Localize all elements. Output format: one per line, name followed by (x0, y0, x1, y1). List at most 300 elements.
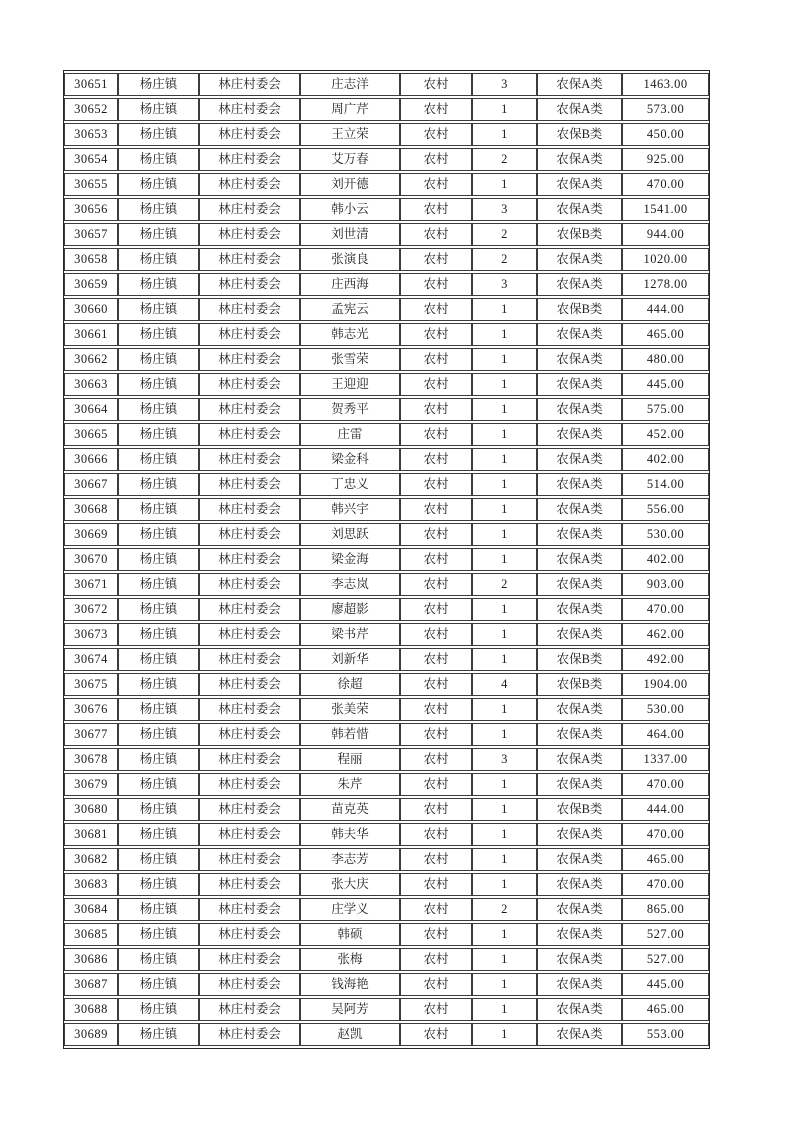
cell-village-committee: 林庄村委会 (199, 198, 300, 221)
cell-record-id: 30688 (64, 998, 118, 1021)
cell-record-id: 30672 (64, 598, 118, 621)
cell-residence-type: 农村 (400, 323, 472, 346)
cell-insurance-category: 农保A类 (537, 623, 622, 646)
cell-person-name: 艾万春 (300, 148, 400, 171)
cell-amount: 514.00 (622, 473, 709, 496)
cell-record-id: 30669 (64, 523, 118, 546)
cell-amount: 1463.00 (622, 73, 709, 96)
cell-residence-type: 农村 (400, 598, 472, 621)
cell-insurance-category: 农保B类 (537, 123, 622, 146)
cell-residence-type: 农村 (400, 998, 472, 1021)
cell-insurance-category: 农保A类 (537, 373, 622, 396)
cell-amount: 903.00 (622, 573, 709, 596)
cell-town: 杨庄镇 (118, 998, 199, 1021)
cell-record-id: 30676 (64, 698, 118, 721)
cell-residence-type: 农村 (400, 473, 472, 496)
cell-town: 杨庄镇 (118, 173, 199, 196)
table-row (64, 973, 709, 996)
cell-village-committee: 林庄村委会 (199, 623, 300, 646)
cell-person-name: 庄学义 (300, 898, 400, 921)
cell-record-id: 30677 (64, 723, 118, 746)
table-row (64, 323, 709, 346)
cell-record-id: 30674 (64, 648, 118, 671)
cell-insurance-category: 农保A类 (537, 523, 622, 546)
cell-record-id: 30652 (64, 98, 118, 121)
cell-town: 杨庄镇 (118, 723, 199, 746)
cell-village-committee: 林庄村委会 (199, 223, 300, 246)
cell-town: 杨庄镇 (118, 948, 199, 971)
benefits-roster-table (63, 70, 710, 1049)
cell-person-name: 朱芹 (300, 773, 400, 796)
cell-village-committee: 林庄村委会 (199, 998, 300, 1021)
table-row (64, 723, 709, 746)
cell-village-committee: 林庄村委会 (199, 398, 300, 421)
cell-residence-type: 农村 (400, 298, 472, 321)
cell-person-count: 1 (472, 998, 537, 1021)
cell-amount: 470.00 (622, 773, 709, 796)
cell-village-committee: 林庄村委会 (199, 723, 300, 746)
cell-record-id: 30663 (64, 373, 118, 396)
cell-town: 杨庄镇 (118, 198, 199, 221)
cell-town: 杨庄镇 (118, 923, 199, 946)
cell-residence-type: 农村 (400, 373, 472, 396)
cell-town: 杨庄镇 (118, 448, 199, 471)
cell-residence-type: 农村 (400, 673, 472, 696)
cell-residence-type: 农村 (400, 648, 472, 671)
cell-record-id: 30655 (64, 173, 118, 196)
cell-insurance-category: 农保A类 (537, 898, 622, 921)
cell-village-committee: 林庄村委会 (199, 523, 300, 546)
cell-town: 杨庄镇 (118, 73, 199, 96)
cell-amount: 480.00 (622, 348, 709, 371)
cell-person-name: 韩小云 (300, 198, 400, 221)
cell-insurance-category: 农保A类 (537, 323, 622, 346)
cell-person-count: 1 (472, 498, 537, 521)
cell-village-committee: 林庄村委会 (199, 698, 300, 721)
cell-insurance-category: 农保A类 (537, 698, 622, 721)
table-row (64, 248, 709, 271)
cell-town: 杨庄镇 (118, 773, 199, 796)
cell-village-committee: 林庄村委会 (199, 823, 300, 846)
cell-residence-type: 农村 (400, 123, 472, 146)
cell-amount: 464.00 (622, 723, 709, 746)
cell-insurance-category: 农保A类 (537, 498, 622, 521)
cell-record-id: 30668 (64, 498, 118, 521)
cell-amount: 462.00 (622, 623, 709, 646)
cell-person-count: 1 (472, 398, 537, 421)
cell-insurance-category: 农保A类 (537, 823, 622, 846)
cell-amount: 445.00 (622, 373, 709, 396)
cell-person-name: 刘思跃 (300, 523, 400, 546)
cell-town: 杨庄镇 (118, 823, 199, 846)
table-row (64, 223, 709, 246)
cell-amount: 470.00 (622, 173, 709, 196)
cell-residence-type: 农村 (400, 698, 472, 721)
cell-person-count: 1 (472, 598, 537, 621)
cell-record-id: 30667 (64, 473, 118, 496)
cell-residence-type: 农村 (400, 273, 472, 296)
cell-insurance-category: 农保A类 (537, 948, 622, 971)
cell-insurance-category: 农保A类 (537, 723, 622, 746)
cell-person-count: 3 (472, 73, 537, 96)
cell-person-name: 赵凯 (300, 1023, 400, 1046)
cell-town: 杨庄镇 (118, 273, 199, 296)
cell-village-committee: 林庄村委会 (199, 748, 300, 771)
cell-person-name: 徐超 (300, 673, 400, 696)
cell-town: 杨庄镇 (118, 98, 199, 121)
cell-record-id: 30682 (64, 848, 118, 871)
cell-person-name: 韩志光 (300, 323, 400, 346)
cell-person-name: 刘开德 (300, 173, 400, 196)
cell-village-committee: 林庄村委会 (199, 98, 300, 121)
table-row (64, 798, 709, 821)
cell-amount: 530.00 (622, 698, 709, 721)
table-row (64, 823, 709, 846)
cell-record-id: 30673 (64, 623, 118, 646)
cell-person-count: 1 (472, 773, 537, 796)
document-page (63, 70, 708, 1049)
cell-record-id: 30675 (64, 673, 118, 696)
cell-insurance-category: 农保B类 (537, 798, 622, 821)
cell-residence-type: 农村 (400, 73, 472, 96)
cell-residence-type: 农村 (400, 1023, 472, 1046)
cell-person-count: 2 (472, 223, 537, 246)
cell-person-count: 1 (472, 473, 537, 496)
cell-amount: 865.00 (622, 898, 709, 921)
table-row (64, 123, 709, 146)
cell-record-id: 30665 (64, 423, 118, 446)
table-row (64, 1023, 709, 1046)
cell-residence-type: 农村 (400, 898, 472, 921)
table-row (64, 623, 709, 646)
cell-amount: 445.00 (622, 973, 709, 996)
cell-insurance-category: 农保A类 (537, 873, 622, 896)
cell-town: 杨庄镇 (118, 623, 199, 646)
cell-person-name: 李志岚 (300, 573, 400, 596)
table-body (64, 73, 709, 1046)
cell-town: 杨庄镇 (118, 498, 199, 521)
cell-village-committee: 林庄村委会 (199, 298, 300, 321)
cell-insurance-category: 农保A类 (537, 198, 622, 221)
table-row (64, 773, 709, 796)
cell-record-id: 30653 (64, 123, 118, 146)
cell-amount: 470.00 (622, 873, 709, 896)
cell-amount: 465.00 (622, 848, 709, 871)
cell-amount: 470.00 (622, 598, 709, 621)
cell-person-name: 庄雷 (300, 423, 400, 446)
table-row (64, 848, 709, 871)
cell-amount: 1541.00 (622, 198, 709, 221)
table-row (64, 423, 709, 446)
cell-village-committee: 林庄村委会 (199, 648, 300, 671)
cell-town: 杨庄镇 (118, 223, 199, 246)
table-row (64, 348, 709, 371)
cell-amount: 527.00 (622, 923, 709, 946)
cell-town: 杨庄镇 (118, 848, 199, 871)
cell-amount: 527.00 (622, 948, 709, 971)
cell-village-committee: 林庄村委会 (199, 948, 300, 971)
cell-village-committee: 林庄村委会 (199, 123, 300, 146)
cell-insurance-category: 农保A类 (537, 448, 622, 471)
cell-insurance-category: 农保A类 (537, 273, 622, 296)
cell-amount: 944.00 (622, 223, 709, 246)
table-row (64, 923, 709, 946)
cell-amount: 1020.00 (622, 248, 709, 271)
cell-village-committee: 林庄村委会 (199, 498, 300, 521)
cell-person-count: 1 (472, 173, 537, 196)
cell-amount: 530.00 (622, 523, 709, 546)
cell-insurance-category: 农保B类 (537, 223, 622, 246)
cell-person-name: 韩兴宇 (300, 498, 400, 521)
cell-person-count: 1 (472, 923, 537, 946)
cell-amount: 553.00 (622, 1023, 709, 1046)
table-row (64, 673, 709, 696)
cell-village-committee: 林庄村委会 (199, 573, 300, 596)
table-row (64, 498, 709, 521)
cell-record-id: 30679 (64, 773, 118, 796)
cell-person-count: 1 (472, 1023, 537, 1046)
cell-person-name: 李志芳 (300, 848, 400, 871)
cell-person-name: 丁忠义 (300, 473, 400, 496)
cell-person-count: 1 (472, 623, 537, 646)
table-row (64, 148, 709, 171)
cell-record-id: 30683 (64, 873, 118, 896)
cell-insurance-category: 农保B类 (537, 648, 622, 671)
cell-residence-type: 农村 (400, 973, 472, 996)
cell-amount: 1337.00 (622, 748, 709, 771)
cell-person-name: 庄西海 (300, 273, 400, 296)
cell-person-count: 1 (472, 648, 537, 671)
cell-residence-type: 农村 (400, 498, 472, 521)
cell-amount: 444.00 (622, 798, 709, 821)
cell-town: 杨庄镇 (118, 423, 199, 446)
cell-village-committee: 林庄村委会 (199, 323, 300, 346)
cell-residence-type: 农村 (400, 623, 472, 646)
cell-insurance-category: 农保A类 (537, 923, 622, 946)
cell-amount: 1278.00 (622, 273, 709, 296)
cell-record-id: 30656 (64, 198, 118, 221)
cell-residence-type: 农村 (400, 173, 472, 196)
cell-town: 杨庄镇 (118, 148, 199, 171)
table-row (64, 598, 709, 621)
table-row (64, 573, 709, 596)
cell-person-name: 王立荣 (300, 123, 400, 146)
cell-person-count: 2 (472, 573, 537, 596)
table-row (64, 948, 709, 971)
cell-village-committee: 林庄村委会 (199, 548, 300, 571)
cell-residence-type: 农村 (400, 848, 472, 871)
cell-person-count: 1 (472, 723, 537, 746)
cell-person-name: 周广芹 (300, 98, 400, 121)
cell-record-id: 30660 (64, 298, 118, 321)
cell-residence-type: 农村 (400, 798, 472, 821)
cell-residence-type: 农村 (400, 423, 472, 446)
cell-person-count: 1 (472, 373, 537, 396)
cell-person-count: 3 (472, 273, 537, 296)
table-row (64, 273, 709, 296)
cell-town: 杨庄镇 (118, 398, 199, 421)
cell-amount: 492.00 (622, 648, 709, 671)
cell-insurance-category: 农保A类 (537, 173, 622, 196)
cell-person-name: 张大庆 (300, 873, 400, 896)
cell-record-id: 30664 (64, 398, 118, 421)
cell-record-id: 30680 (64, 798, 118, 821)
table-row (64, 73, 709, 96)
cell-person-count: 1 (472, 448, 537, 471)
table-row (64, 98, 709, 121)
cell-residence-type: 农村 (400, 923, 472, 946)
cell-amount: 402.00 (622, 448, 709, 471)
cell-residence-type: 农村 (400, 948, 472, 971)
cell-residence-type: 农村 (400, 548, 472, 571)
cell-record-id: 30681 (64, 823, 118, 846)
cell-person-count: 1 (472, 848, 537, 871)
cell-town: 杨庄镇 (118, 648, 199, 671)
cell-insurance-category: 农保B类 (537, 673, 622, 696)
cell-person-count: 3 (472, 198, 537, 221)
cell-town: 杨庄镇 (118, 673, 199, 696)
cell-person-count: 1 (472, 98, 537, 121)
cell-insurance-category: 农保A类 (537, 848, 622, 871)
cell-amount: 1904.00 (622, 673, 709, 696)
table-row (64, 198, 709, 221)
cell-residence-type: 农村 (400, 573, 472, 596)
cell-person-name: 梁金海 (300, 548, 400, 571)
cell-person-name: 张梅 (300, 948, 400, 971)
cell-village-committee: 林庄村委会 (199, 598, 300, 621)
cell-residence-type: 农村 (400, 523, 472, 546)
cell-town: 杨庄镇 (118, 873, 199, 896)
table-row (64, 548, 709, 571)
table-row (64, 173, 709, 196)
cell-person-name: 苗克英 (300, 798, 400, 821)
cell-town: 杨庄镇 (118, 748, 199, 771)
cell-residence-type: 农村 (400, 223, 472, 246)
cell-record-id: 30661 (64, 323, 118, 346)
cell-person-name: 程丽 (300, 748, 400, 771)
cell-person-count: 1 (472, 423, 537, 446)
cell-insurance-category: 农保A类 (537, 423, 622, 446)
cell-insurance-category: 农保A类 (537, 998, 622, 1021)
cell-village-committee: 林庄村委会 (199, 898, 300, 921)
table-row (64, 698, 709, 721)
cell-record-id: 30658 (64, 248, 118, 271)
cell-amount: 452.00 (622, 423, 709, 446)
cell-record-id: 30657 (64, 223, 118, 246)
cell-person-count: 1 (472, 123, 537, 146)
cell-record-id: 30686 (64, 948, 118, 971)
cell-person-count: 1 (472, 298, 537, 321)
cell-insurance-category: 农保A类 (537, 148, 622, 171)
cell-amount: 470.00 (622, 823, 709, 846)
table-row (64, 473, 709, 496)
cell-person-name: 张美荣 (300, 698, 400, 721)
cell-insurance-category: 农保A类 (537, 598, 622, 621)
cell-person-count: 3 (472, 748, 537, 771)
cell-person-name: 张演良 (300, 248, 400, 271)
cell-person-name: 吴阿芳 (300, 998, 400, 1021)
cell-village-committee: 林庄村委会 (199, 273, 300, 296)
cell-amount: 573.00 (622, 98, 709, 121)
table-row (64, 873, 709, 896)
cell-town: 杨庄镇 (118, 473, 199, 496)
cell-person-name: 张雪荣 (300, 348, 400, 371)
cell-insurance-category: 农保A类 (537, 548, 622, 571)
cell-record-id: 30687 (64, 973, 118, 996)
cell-town: 杨庄镇 (118, 573, 199, 596)
cell-village-committee: 林庄村委会 (199, 923, 300, 946)
cell-residence-type: 农村 (400, 148, 472, 171)
cell-town: 杨庄镇 (118, 323, 199, 346)
table-row (64, 398, 709, 421)
cell-record-id: 30662 (64, 348, 118, 371)
cell-person-count: 2 (472, 248, 537, 271)
cell-person-name: 梁书芹 (300, 623, 400, 646)
cell-record-id: 30654 (64, 148, 118, 171)
cell-person-count: 1 (472, 798, 537, 821)
cell-residence-type: 农村 (400, 398, 472, 421)
cell-village-committee: 林庄村委会 (199, 73, 300, 96)
cell-town: 杨庄镇 (118, 898, 199, 921)
cell-residence-type: 农村 (400, 723, 472, 746)
table-row (64, 448, 709, 471)
cell-person-count: 1 (472, 523, 537, 546)
cell-insurance-category: 农保B类 (537, 298, 622, 321)
cell-person-name: 孟宪云 (300, 298, 400, 321)
cell-person-count: 2 (472, 148, 537, 171)
cell-person-count: 1 (472, 698, 537, 721)
cell-village-committee: 林庄村委会 (199, 473, 300, 496)
cell-village-committee: 林庄村委会 (199, 148, 300, 171)
table-row (64, 998, 709, 1021)
cell-village-committee: 林庄村委会 (199, 773, 300, 796)
cell-town: 杨庄镇 (118, 348, 199, 371)
table-row (64, 373, 709, 396)
cell-amount: 556.00 (622, 498, 709, 521)
table-row (64, 898, 709, 921)
cell-insurance-category: 农保A类 (537, 573, 622, 596)
cell-town: 杨庄镇 (118, 698, 199, 721)
cell-residence-type: 农村 (400, 98, 472, 121)
cell-person-name: 钱海艳 (300, 973, 400, 996)
cell-record-id: 30685 (64, 923, 118, 946)
cell-town: 杨庄镇 (118, 598, 199, 621)
cell-town: 杨庄镇 (118, 1023, 199, 1046)
cell-amount: 444.00 (622, 298, 709, 321)
cell-village-committee: 林庄村委会 (199, 1023, 300, 1046)
cell-insurance-category: 农保A类 (537, 748, 622, 771)
cell-town: 杨庄镇 (118, 798, 199, 821)
cell-amount: 450.00 (622, 123, 709, 146)
cell-residence-type: 农村 (400, 823, 472, 846)
cell-amount: 465.00 (622, 998, 709, 1021)
cell-person-count: 1 (472, 323, 537, 346)
cell-person-name: 梁金科 (300, 448, 400, 471)
cell-insurance-category: 农保A类 (537, 73, 622, 96)
cell-residence-type: 农村 (400, 198, 472, 221)
cell-amount: 575.00 (622, 398, 709, 421)
cell-person-count: 4 (472, 673, 537, 696)
cell-record-id: 30684 (64, 898, 118, 921)
cell-town: 杨庄镇 (118, 973, 199, 996)
cell-amount: 402.00 (622, 548, 709, 571)
cell-record-id: 30671 (64, 573, 118, 596)
cell-village-committee: 林庄村委会 (199, 373, 300, 396)
cell-residence-type: 农村 (400, 773, 472, 796)
cell-person-count: 2 (472, 898, 537, 921)
cell-person-count: 1 (472, 948, 537, 971)
cell-insurance-category: 农保A类 (537, 98, 622, 121)
